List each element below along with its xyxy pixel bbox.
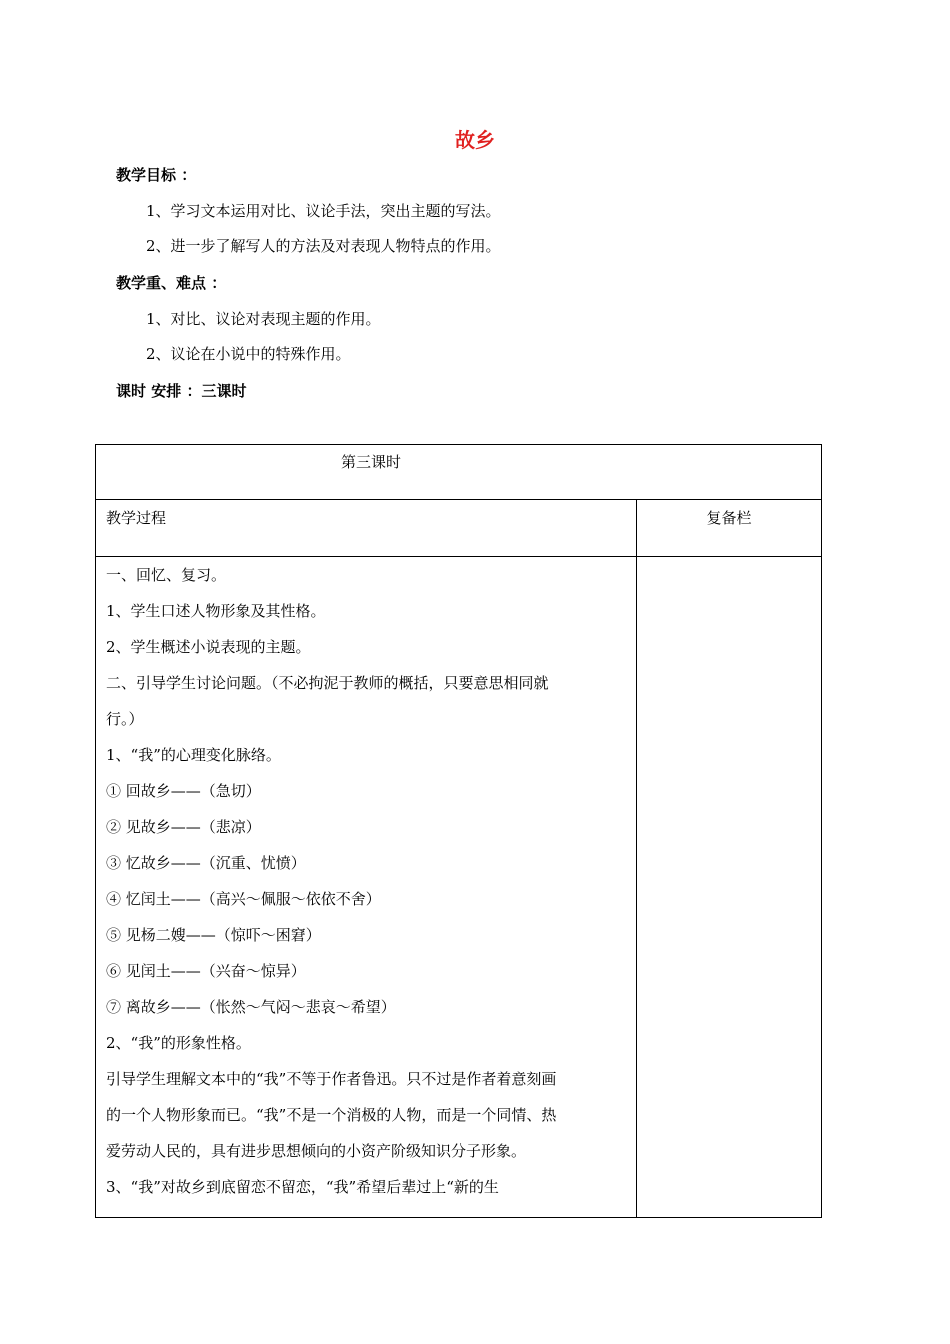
review-header: 复备栏 bbox=[706, 509, 752, 527]
key-point-item: 1、对比、议论对表现主题的作用。 bbox=[146, 310, 381, 328]
content-line: 一、回忆、复习。 bbox=[106, 566, 227, 584]
content-line: 2、学生概述小说表现的主题。 bbox=[106, 638, 311, 656]
review-content-cell bbox=[637, 557, 822, 1218]
content-line: 2、“我”的形象性格。 bbox=[106, 1034, 251, 1052]
session-cell bbox=[96, 445, 822, 500]
content-line: ④ 忆闰土——（高兴～佩服～依依不舍） bbox=[106, 890, 381, 908]
content-line: ⑥ 见闰土——（兴奋～惊异） bbox=[106, 962, 306, 980]
process-header-cell bbox=[96, 500, 637, 557]
review-header-cell bbox=[637, 500, 822, 557]
content-line: 二、引导学生讨论问题。（不必拘泥于教师的概括，只要意思相同就 bbox=[106, 674, 549, 692]
key-points-heading: 教学重、难点 ： bbox=[116, 274, 227, 292]
document-title: 故乡 bbox=[455, 128, 495, 152]
content-line: 爱劳动人民的，具有进步思想倾向的小资产阶级知识分子形象。 bbox=[106, 1142, 527, 1160]
objective-item: 2、进一步了解写人的方法及对表现人物特点的作用。 bbox=[146, 237, 501, 255]
process-content-cell bbox=[96, 557, 637, 1218]
content-line: 3、“我”对故乡到底留恋不留恋，“我”希望后辈过上“新的生 bbox=[106, 1178, 499, 1196]
content-line: 引导学生理解文本中的“我”不等于作者鲁迅。只不过是作者着意刻画 bbox=[106, 1070, 557, 1088]
content-line: ③ 忆故乡——（沉重、忧愤） bbox=[106, 854, 306, 872]
content-line: 1、学生口述人物形象及其性格。 bbox=[106, 602, 326, 620]
content-line: 行。） bbox=[106, 710, 144, 728]
schedule-line: 课时 安排 ：三课时 bbox=[116, 382, 247, 400]
process-header: 教学过程 bbox=[106, 509, 167, 527]
content-line: ① 回故乡——（急切） bbox=[106, 782, 261, 800]
objective-item: 1、学习文本运用对比、议论手法，突出主题的写法。 bbox=[146, 202, 501, 220]
key-point-item: 2、议论在小说中的特殊作用。 bbox=[146, 345, 351, 363]
process-content bbox=[96, 557, 636, 1205]
lesson-table bbox=[95, 444, 822, 1218]
content-line: ② 见故乡——（悲凉） bbox=[106, 818, 261, 836]
objectives-heading: 教学目标 ： bbox=[116, 166, 197, 184]
content-line: ⑤ 见杨二嫂——（惊吓～困窘） bbox=[106, 926, 321, 944]
content-line: 的一个人物形象而已。“我”不是一个消极的人物，而是一个同情、热 bbox=[106, 1106, 557, 1124]
session-label: 第三课时 bbox=[341, 453, 402, 471]
content-line: ⑦ 离故乡——（怅然～气闷～悲哀～希望） bbox=[106, 998, 396, 1016]
content-line: 1、“我”的心理变化脉络。 bbox=[106, 746, 281, 764]
